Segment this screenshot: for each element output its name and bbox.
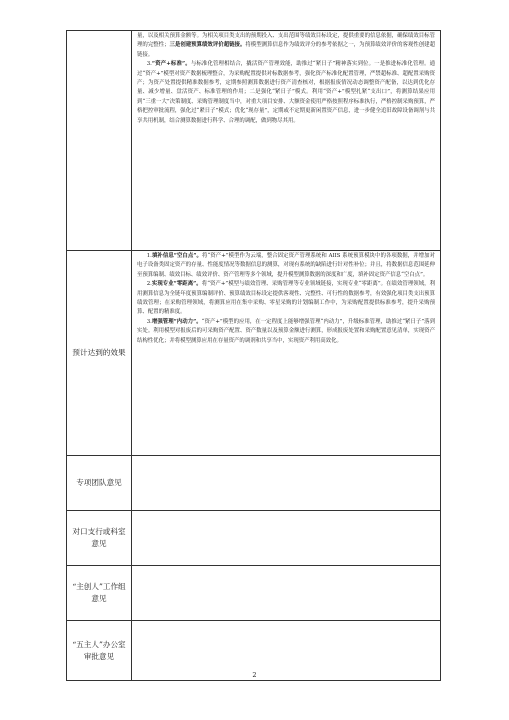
expected-effect-row — [67, 251, 441, 456]
host-opinion-label: “主创人”工作组意见 — [67, 566, 132, 621]
continuation-content-cell — [132, 31, 441, 251]
host-opinion-row — [67, 566, 441, 621]
continuation-paragraph: 量，以及相关预算金额等。为相关项目类支出的预期投入、支出范围等绩效目标设定，提供重要的信息依据，确保绩效目标管理的完整性；三是创建预算绩效评价超链接。将模型测算信息作为绩效评分的参考依据之一，为预算绩效评价的客观性创建超链接。 — [137, 33, 435, 58]
continuation-label-cell — [67, 31, 132, 251]
dept-opinion-field[interactable] — [132, 511, 441, 566]
dept-opinion-row — [67, 511, 441, 566]
page-number: 2 — [252, 671, 257, 679]
expected-effect-content — [132, 251, 441, 456]
host-opinion-field[interactable] — [132, 566, 441, 621]
team-opinion-field[interactable] — [132, 456, 441, 511]
application-form-table — [66, 30, 441, 681]
expected-effect-label: 预计达到的效果 — [67, 251, 132, 456]
effect-item: 1.填补信息“空白点”。将“资产+”模型作为云端，整合固定资产管理系统和 AIIS 系统预算模块中的各项数据，并增加对电子设备类固定资产的存量、性能度情况等数据信息的测算，对现有系统的缺陷进行针对性补位；并且，将数据信息范围延伸至预算编制、绩效目标、绩效评价、资产管理等多个领域，提升模型测算数据的深度和广度，填补固定资产信息“空白点”。 — [137, 253, 435, 278]
office-approval-label: “五主人”办公室审批意见 — [67, 621, 132, 681]
dept-opinion-label: 对口支行或科室意见 — [67, 511, 132, 566]
effect-item: 2.实现专业“零距离”。将“资产+”模型与绩效管理、采购管理等专业领域链接，实现专业“零距离”。在绩效管理领域，利用测算信息为全链年度预算编制评价、预算绩效目标设定提供客观性、完整性、可行性的数据参考，有效强化项目类支出预算绩效管理；在采购管理领域，将测算应用在集中采购、零星采购的计划编制工作中，为采购配置提供标准参考，提升采购预算、配置的精准度。 — [137, 281, 436, 316]
team-opinion-label: 专项团队意见 — [67, 456, 132, 511]
effect-item: 3.增强管理“内动力”。“资产+”模型的应用，在一定程度上能够增强管理“内动力”，升级标准管理，助推过“紧日子”落到实处。利用模型对报废后的可采购资产配置、资产数量以及预算金额进行测算，形成报废处置和采购配置意见清单，实现资产结构性优化；并将模型测算应用在存量资产的调剂和共享当中，实现资产利用高效化。 — [137, 318, 435, 344]
team-opinion-row — [67, 456, 441, 511]
continuation-row — [67, 31, 441, 251]
asset-standard-paragraph: 3.“资产+标准”。与标准化管理相结合，撬活资产管理效能，助推过“紧日子”精神落实到位。一是推进标准化管理。通过“资产+”模型对资产数据梳理整合，为采购配置提供对标数据参考，强化资产标准化配置管理，严禁超标准、超配置采购资产；为资产处置提供精准数据参考，定期参照测算数据进行资产清查核对，根据报废情况动态调整资产配备，以达到优化存量、减少增量、盘活资产、标准管理的作用；二是强化“紧日子”模式。利用“资产+”模型扎紧“支出口”，将测算结果应用到“三重一大”决策制度、采购管理制度当中，对重大项目安排、大额资金使用严格按照程序标准执行，严格控制采购预算，严格把控审批流程，强化过“紧日子”模式；优化“现存量”，定期或不定期更新闲置资产信息，进一步健全追旧故障设备调剂与共享共用机制，结合测算数据进行科学、合理的调配，做到物尽其用。 — [137, 61, 436, 124]
